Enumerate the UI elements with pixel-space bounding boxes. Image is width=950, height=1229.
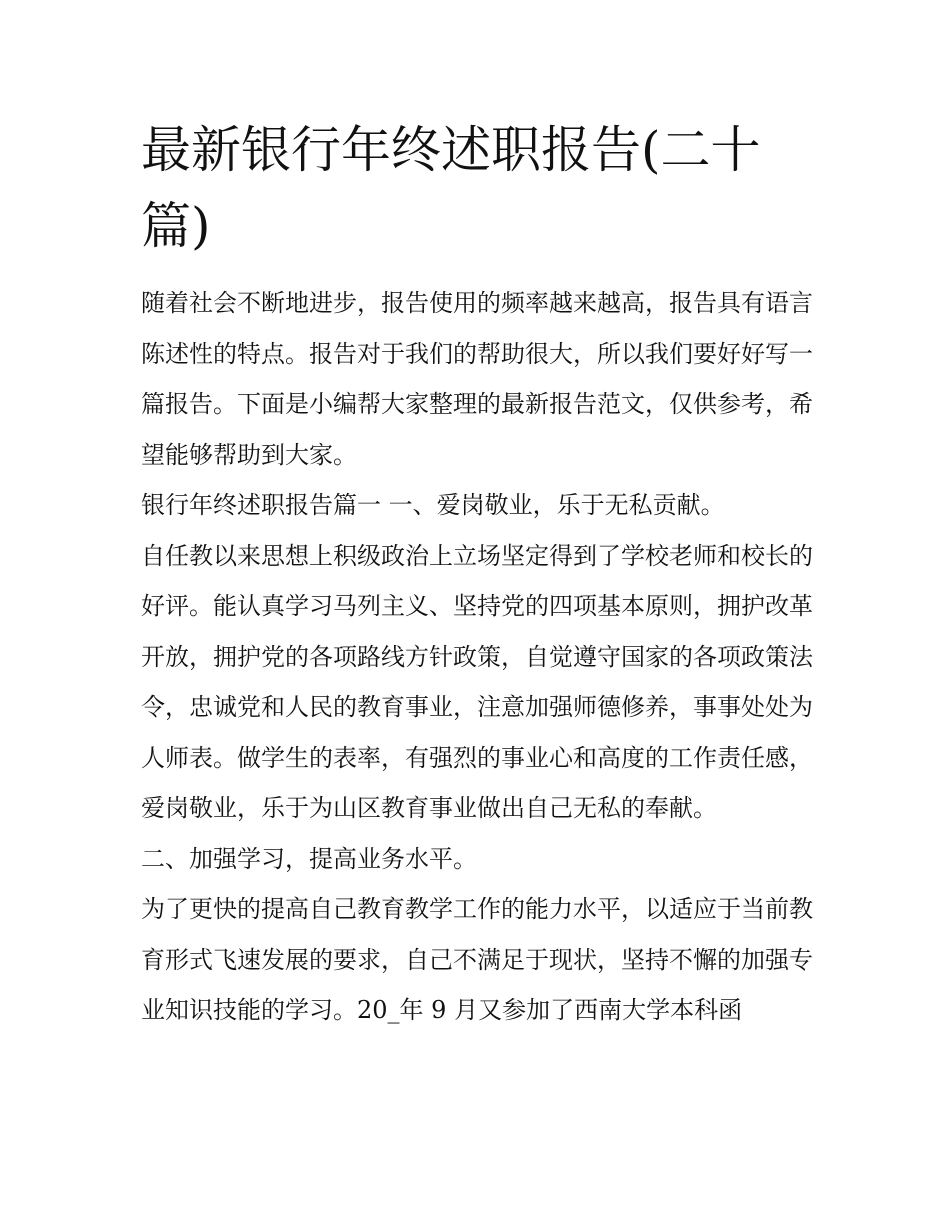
paragraph-section-1-body: 自任教以来思想上积级政治上立场坚定得到了学校老师和校长的好评。能认真学习马列主义、坚持党的四项基本原则，拥护改革开放，拥护党的各项路线方针政策，自觉遵守国家的各项政策法令，忠诚党和人民的教育事业，注意加强师德修养，事事处处为人师表。做学生的表率，有强烈的事业心和高度的工作责任感，爱岗敬业，乐于为山区教育事业做出自己无私的奉献。 (141, 541, 813, 822)
document-body (141, 112, 813, 1036)
paragraph-section-2-body: 为了更快的提高自己教育教学工作的能力水平，以适应于当前教育形式飞速发展的要求，自己不满足于现状，坚持不懈的加强专业知识技能的学习。20_年 9 月又参加了西南大学本科函 (141, 895, 813, 1024)
paragraph-section-1-heading: 银行年终述职报告篇一 一、爱岗敬业，乐于无私贡献。 (141, 491, 725, 519)
document-title: 最新银行年终述职报告(二十篇) (141, 121, 761, 255)
paragraph-intro: 随着社会不断地进步，报告使用的频率越来越高，报告具有语言陈述性的特点。报告对于我们的帮助很大，所以我们要好好写一篇报告。下面是小编帮大家整理的最新报告范文，仅供参考，希望能够帮助到大家。 (141, 289, 813, 469)
paragraph-section-2-heading: 二、加强学习，提高业务水平。 (141, 844, 477, 873)
